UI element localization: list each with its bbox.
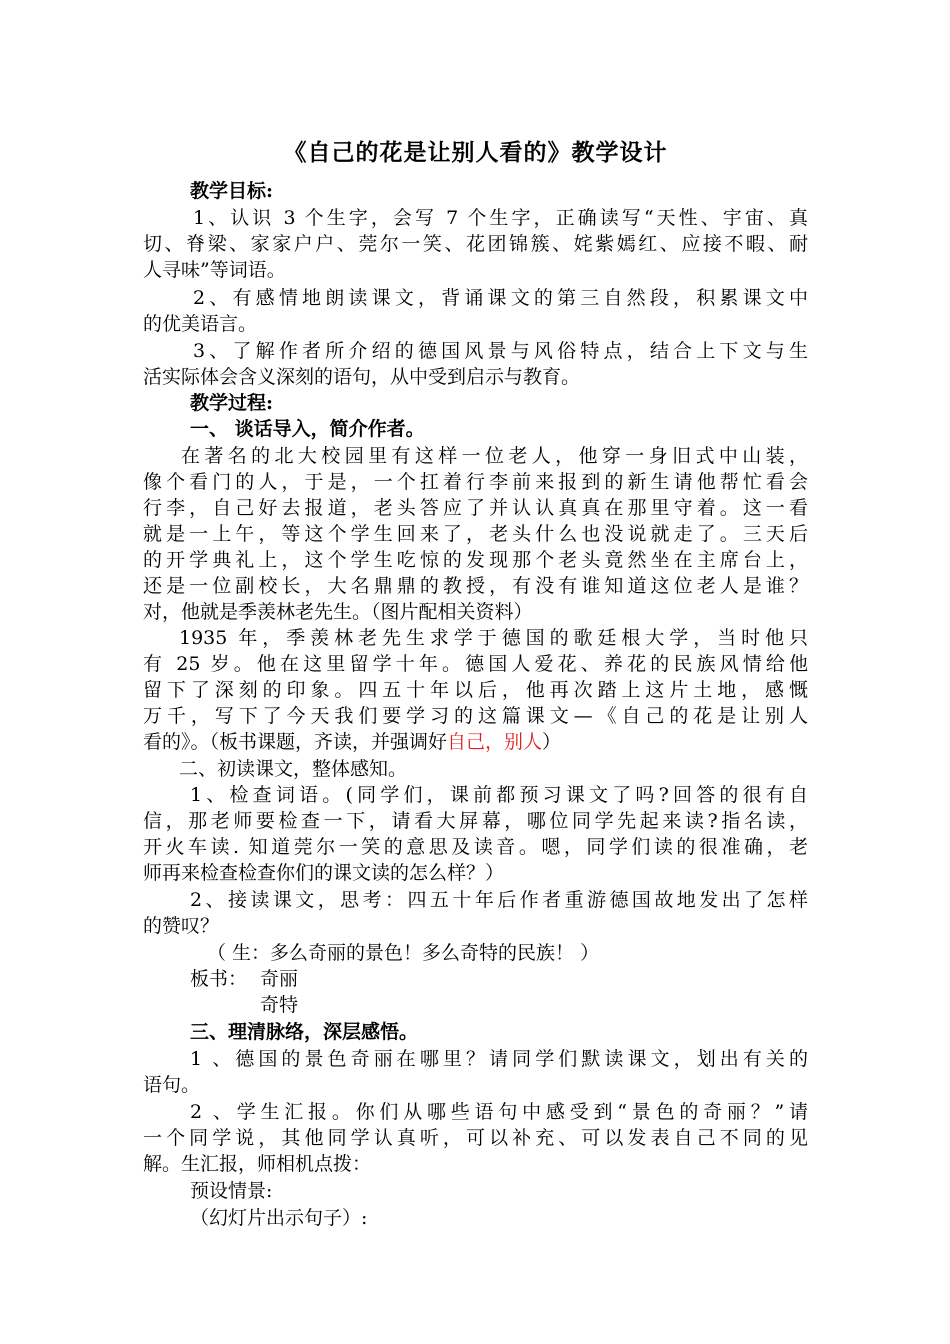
board-label: 板书：	[190, 968, 248, 990]
s2-item-1-line-4: 师再来检查检查你们的课文读的怎么样？）	[143, 862, 505, 884]
para-2-last-text: 看的》。（板书课题，齐读，并强调好	[143, 731, 448, 753]
para-1-line-4: 就是一上午，等这个学生回来了，老头什么也没说就走了。三天后	[143, 523, 808, 545]
document-title: 《自己的花是让别人看的》教学设计	[283, 139, 668, 166]
para-2-line-1: 1935 年，季羡林老先生求学于德国的歌廷根大学，当时他只	[179, 627, 808, 649]
para-2-close-paren: ）	[542, 731, 562, 753]
s2-item-1-line-2: 信，那老师要检查一下，请看大屏幕，哪位同学先起来读?指名读，	[143, 810, 808, 832]
s3-item-2-line-2: 一个同学说，其他同学认真听，可以补充、可以发表自己不同的见	[143, 1127, 808, 1149]
slide-sentence: （幻灯片出示句子）:	[190, 1207, 368, 1229]
objective-2-line-2: 的优美语言。	[143, 313, 258, 335]
para-2-line-2: 有 25 岁。他在这里留学十年。德国人爱花、养花的民族风情给他	[143, 653, 808, 675]
para-1-line-1: 在著名的北大校园里有这样一位老人，他穿一身旧式中山装，	[181, 445, 808, 467]
student-answer: （ 生：多么奇丽的景色！多么奇特的民族！ ）	[207, 942, 600, 964]
para-2-line-5	[143, 729, 808, 755]
objectives-heading: 教学目标:	[190, 180, 274, 202]
objective-3-line-1: 3、了解作者所介绍的德国风景与风俗特点，结合上下文与生	[193, 340, 808, 362]
board-item-2: 奇特	[260, 994, 299, 1016]
s2-item-1-line-3: 开火车读. 知道莞尔一笑的意思及读音。嗯，同学们读的很准确，老	[143, 836, 808, 858]
objective-1-line-1: 1、认识 3 个生字，会写 7 个生字，正确读写“天性、宇宙、真	[193, 207, 808, 229]
para-2-line-4: 万千，写下了今天我们要学习的这篇课文—《自己的花是让别人	[143, 705, 808, 727]
s2-item-2-line-2: 的赞叹？	[143, 915, 220, 937]
s3-item-2-line-1: 2 、学生汇报。你们从哪些语句中感受到“景色的奇丽？”请	[190, 1101, 808, 1123]
para-1-line-5: 的开学典礼上，这个学生吃惊的发现那个老头竟然坐在主席台上，	[143, 549, 808, 571]
board-item-1: 奇丽	[260, 968, 299, 990]
section-1-heading: 一、 谈话导入，简介作者。	[190, 418, 425, 440]
s2-item-1-line-1: 1、检查词语。(同学们，课前都预习课文了吗?回答的很有自	[190, 784, 808, 806]
para-1-line-3: 行李，自己好去报道，老头答应了并认认真真在那里守着。这一看	[143, 497, 808, 519]
process-heading: 教学过程:	[190, 392, 274, 414]
objective-3-line-2: 活实际体会含义深刻的语句，从中受到启示与教育。	[143, 366, 581, 388]
para-1-line-6: 还是一位副校长，大名鼎鼎的教授，有没有谁知道这位老人是谁？	[143, 575, 808, 597]
objective-2-line-1: 2、有感情地朗读课文，背诵课文的第三自然段，积累课文中	[193, 287, 808, 309]
emphasis-words: 自己，别人	[447, 731, 543, 753]
para-1-line-7: 对，他就是季羡林老先生。（图片配相关资料）	[143, 601, 533, 623]
objective-1-line-2: 切、脊梁、家家户户、莞尔一笑、花团锦簇、姹紫嫣红、应接不暇、耐	[143, 233, 808, 255]
preset-scene: 预设情景:	[190, 1180, 273, 1202]
s3-item-2-line-3: 解。生汇报，师相机点拨：	[143, 1153, 372, 1175]
objective-1-line-3: 人寻味”等词语。	[143, 259, 286, 281]
para-1-line-2: 像个看门的人，于是，一个扛着行李前来报到的新生请他帮忙看会	[143, 471, 808, 493]
para-2-line-3: 留下了深刻的印象。四五十年以后，他再次踏上这片土地，感慨	[143, 679, 808, 701]
section-2-heading: 二、初读课文，整体感知。	[179, 758, 408, 780]
s2-item-2-line-1: 2、接读课文，思考：四五十年后作者重游德国故地发出了怎样	[190, 889, 808, 911]
section-3-heading: 三、理清脉络，深层感悟。	[190, 1021, 419, 1043]
s3-item-1-line-2: 语句。	[143, 1074, 201, 1096]
s3-item-1-line-1: 1 、德国的景色奇丽在哪里？请同学们默读课文，划出有关的	[190, 1048, 808, 1070]
